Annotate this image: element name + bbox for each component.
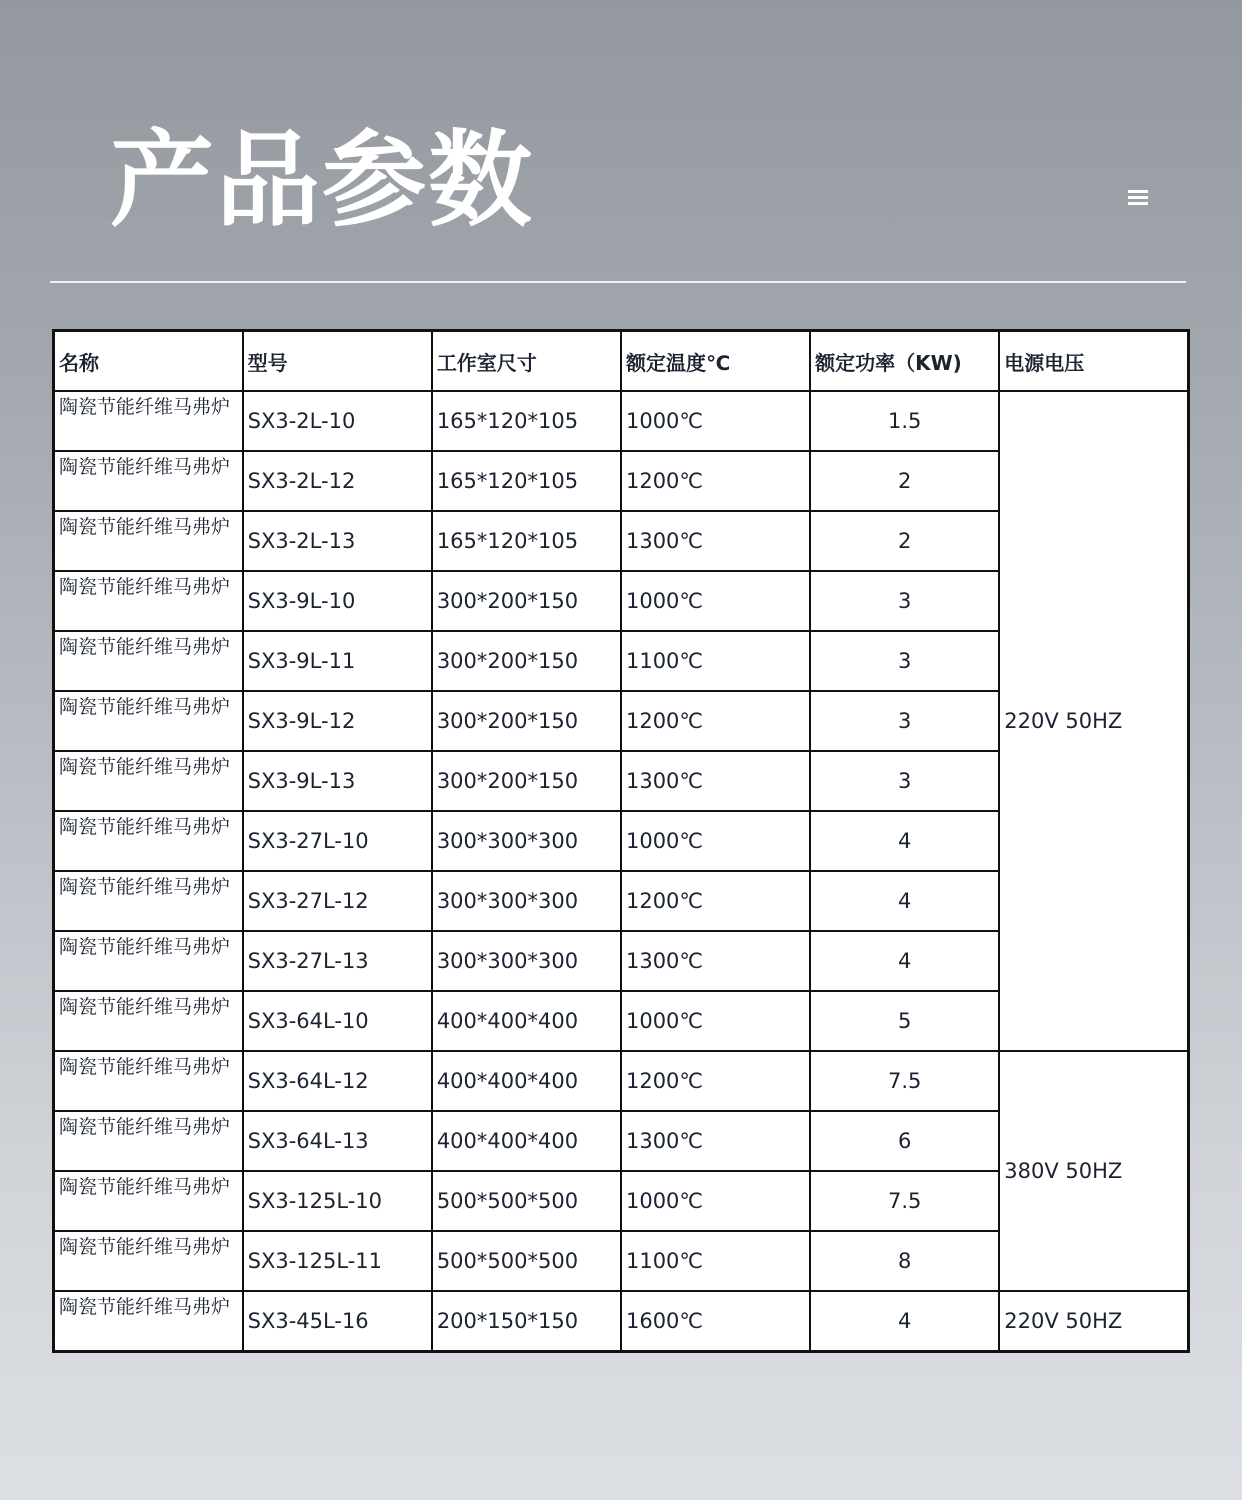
cell-power: 6 [810, 1111, 999, 1171]
cell-name-text: 陶瓷节能纤维马弗炉 [59, 396, 231, 418]
cell-model: SX3-64L-10 [243, 991, 432, 1051]
cell-model: SX3-125L-11 [243, 1231, 432, 1291]
cell-size: 300*200*150 [432, 691, 621, 751]
cell-power: 1.5 [810, 391, 999, 451]
cell-power: 3 [810, 631, 999, 691]
cell-name-text: 陶瓷节能纤维马弗炉 [59, 1116, 231, 1138]
cell-name-text: 陶瓷节能纤维马弗炉 [59, 516, 231, 538]
cell-model: SX3-9L-13 [243, 751, 432, 811]
cell-name-text: 陶瓷节能纤维马弗炉 [59, 996, 231, 1018]
cell-size: 165*120*105 [432, 391, 621, 451]
cell-model: SX3-64L-13 [243, 1111, 432, 1171]
cell-name [54, 1231, 243, 1291]
menu-icon-bar [1128, 196, 1148, 199]
cell-model: SX3-9L-10 [243, 571, 432, 631]
cell-power: 7.5 [810, 1051, 999, 1111]
cell-temp: 1300℃ [621, 751, 810, 811]
cell-temp: 1300℃ [621, 1111, 810, 1171]
cell-model: SX3-45L-16 [243, 1291, 432, 1352]
cell-size: 400*400*400 [432, 1051, 621, 1111]
cell-name [54, 1111, 243, 1171]
cell-temp: 1000℃ [621, 811, 810, 871]
header-divider [50, 281, 1186, 283]
page-title: 产品参数 [110, 119, 535, 241]
cell-name [54, 1291, 243, 1352]
cell-power: 3 [810, 691, 999, 751]
cell-name-text: 陶瓷节能纤维马弗炉 [59, 1296, 231, 1318]
cell-size: 165*120*105 [432, 451, 621, 511]
cell-name-text: 陶瓷节能纤维马弗炉 [59, 816, 231, 838]
cell-temp: 1200℃ [621, 451, 810, 511]
cell-size: 500*500*500 [432, 1171, 621, 1231]
column-header-temp: 额定温度℃ [621, 331, 810, 392]
cell-size: 300*200*150 [432, 631, 621, 691]
cell-size: 300*300*300 [432, 931, 621, 991]
cell-name [54, 691, 243, 751]
cell-model: SX3-125L-10 [243, 1171, 432, 1231]
table-row [54, 391, 1189, 451]
column-header-power: 额定功率（KW) [810, 331, 999, 392]
cell-power: 8 [810, 1231, 999, 1291]
cell-power: 4 [810, 1291, 999, 1352]
cell-name [54, 631, 243, 691]
menu-icon[interactable] [1128, 190, 1150, 208]
cell-temp: 1100℃ [621, 631, 810, 691]
cell-size: 300*200*150 [432, 571, 621, 631]
menu-icon-bar [1128, 190, 1148, 193]
cell-temp: 1000℃ [621, 991, 810, 1051]
spec-table [52, 329, 1190, 1353]
cell-name-text: 陶瓷节能纤维马弗炉 [59, 456, 231, 478]
cell-size: 400*400*400 [432, 1111, 621, 1171]
column-header-name: 名称 [54, 331, 243, 392]
cell-name [54, 811, 243, 871]
cell-temp: 1200℃ [621, 1051, 810, 1111]
cell-temp: 1300℃ [621, 931, 810, 991]
cell-name-text: 陶瓷节能纤维马弗炉 [59, 636, 231, 658]
cell-power: 4 [810, 871, 999, 931]
cell-temp: 1000℃ [621, 571, 810, 631]
table-row [54, 1051, 1189, 1111]
cell-voltage: 220V 50HZ [999, 1291, 1188, 1352]
cell-name [54, 1051, 243, 1111]
cell-name [54, 991, 243, 1051]
cell-model: SX3-9L-11 [243, 631, 432, 691]
cell-size: 500*500*500 [432, 1231, 621, 1291]
cell-name-text: 陶瓷节能纤维马弗炉 [59, 576, 231, 598]
cell-model: SX3-2L-10 [243, 391, 432, 451]
cell-model: SX3-2L-13 [243, 511, 432, 571]
cell-size: 400*400*400 [432, 991, 621, 1051]
cell-name [54, 871, 243, 931]
menu-icon-bar [1128, 202, 1148, 205]
cell-power: 3 [810, 751, 999, 811]
cell-temp: 1600℃ [621, 1291, 810, 1352]
cell-voltage: 220V 50HZ [999, 391, 1188, 1051]
cell-model: SX3-9L-12 [243, 691, 432, 751]
cell-power: 4 [810, 811, 999, 871]
cell-name [54, 1171, 243, 1231]
cell-name [54, 931, 243, 991]
column-header-size: 工作室尺寸 [432, 331, 621, 392]
cell-name-text: 陶瓷节能纤维马弗炉 [59, 1176, 231, 1198]
cell-name-text: 陶瓷节能纤维马弗炉 [59, 696, 231, 718]
cell-temp: 1300℃ [621, 511, 810, 571]
cell-name [54, 391, 243, 451]
cell-size: 200*150*150 [432, 1291, 621, 1352]
column-header-voltage: 电源电压 [999, 331, 1188, 392]
cell-name-text: 陶瓷节能纤维马弗炉 [59, 1056, 231, 1078]
cell-name-text: 陶瓷节能纤维马弗炉 [59, 936, 231, 958]
cell-name [54, 511, 243, 571]
cell-temp: 1200℃ [621, 691, 810, 751]
column-header-model: 型号 [243, 331, 432, 392]
cell-model: SX3-27L-10 [243, 811, 432, 871]
cell-name [54, 571, 243, 631]
cell-power: 2 [810, 511, 999, 571]
cell-model: SX3-2L-12 [243, 451, 432, 511]
cell-model: SX3-27L-12 [243, 871, 432, 931]
cell-temp: 1200℃ [621, 871, 810, 931]
table-row [54, 1291, 1189, 1352]
cell-name-text: 陶瓷节能纤维马弗炉 [59, 1236, 231, 1258]
cell-temp: 1100℃ [621, 1231, 810, 1291]
cell-name [54, 451, 243, 511]
table-header-row [54, 331, 1189, 392]
cell-size: 300*300*300 [432, 811, 621, 871]
cell-size: 165*120*105 [432, 511, 621, 571]
table-body [54, 391, 1189, 1352]
cell-power: 4 [810, 931, 999, 991]
cell-name [54, 751, 243, 811]
cell-size: 300*200*150 [432, 751, 621, 811]
cell-temp: 1000℃ [621, 1171, 810, 1231]
cell-model: SX3-27L-13 [243, 931, 432, 991]
cell-name-text: 陶瓷节能纤维马弗炉 [59, 756, 231, 778]
cell-name-text: 陶瓷节能纤维马弗炉 [59, 876, 231, 898]
cell-model: SX3-64L-12 [243, 1051, 432, 1111]
cell-size: 300*300*300 [432, 871, 621, 931]
cell-power: 5 [810, 991, 999, 1051]
cell-temp: 1000℃ [621, 391, 810, 451]
cell-power: 2 [810, 451, 999, 511]
cell-voltage: 380V 50HZ [999, 1051, 1188, 1291]
cell-power: 3 [810, 571, 999, 631]
cell-power: 7.5 [810, 1171, 999, 1231]
